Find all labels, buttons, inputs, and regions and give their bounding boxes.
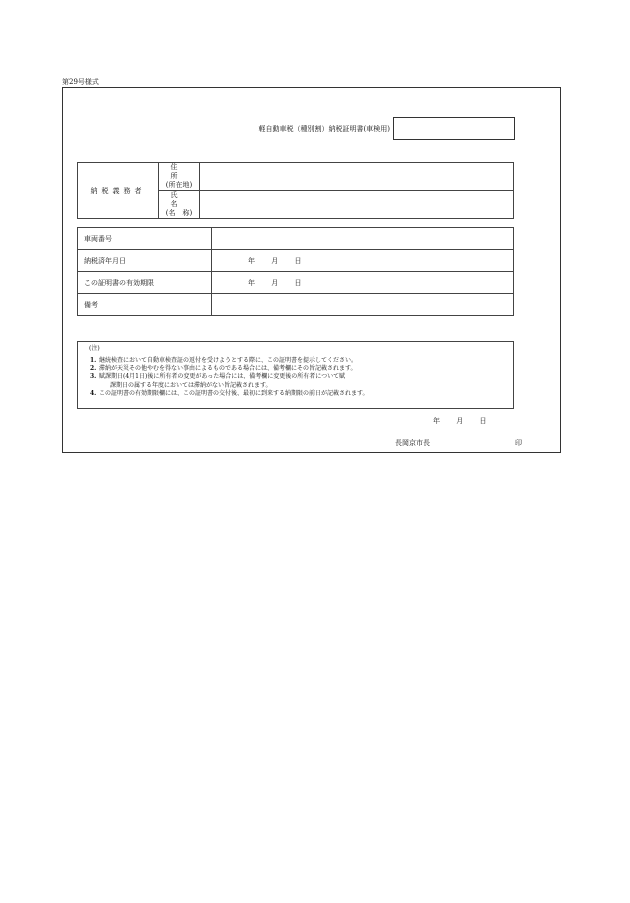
issue-date: 年 月 日 — [433, 417, 487, 425]
note-item-continued: 課期日の属する年度においては滞納がない旨記載されます。 — [110, 381, 272, 389]
paid-date-value: 年 月 日 — [248, 256, 302, 265]
address-label-cell — [159, 163, 205, 191]
address-field[interactable] — [200, 163, 514, 191]
notes-heading: (注) — [89, 345, 100, 352]
name-label: 氏 名 — [170, 191, 205, 208]
title-row — [225, 117, 515, 141]
address-label: 住 所 — [170, 163, 205, 180]
seal-mark: 印 — [515, 439, 522, 447]
paid-date-field[interactable] — [212, 250, 514, 272]
title-entry-box[interactable] — [393, 117, 515, 140]
mayor-signature: 長岡京市長 — [395, 439, 430, 447]
notes-box — [77, 341, 514, 409]
note-item: 4. この証明書の有効期限欄には、この証明書の交付後、最初に到来する納期限の前日が記載されます。 — [90, 389, 369, 397]
form-number: 第29号様式 — [62, 78, 99, 86]
name-label-cell — [159, 191, 205, 219]
remarks-field[interactable] — [212, 294, 514, 316]
taxpayer-table — [77, 162, 514, 219]
remarks-label: 備考 — [78, 294, 212, 316]
note-item: 3. 賦課期日(4月1日)後に所有者の変更があった場合には、備考欄に変更後の所有者について賦 — [90, 373, 346, 381]
document-title: 軽自動車税（種別割）納税証明書(車検用) — [258, 125, 390, 133]
expiry-label: この証明書の有効期限 — [78, 272, 212, 294]
note-item: 1. 継続検査において自動車検査証の返付を受けようとする際に、この証明書を提示してください。 — [90, 357, 358, 364]
note-item: 2. 滞納が天災その他やむを得ない事由によるものである場合には、備考欄にその旨記載されます。 — [90, 365, 357, 373]
expiry-value: 年 月 日 — [248, 278, 302, 287]
name-field[interactable] — [200, 191, 514, 219]
paid-date-label: 納税済年月日 — [78, 250, 212, 272]
expiry-field[interactable] — [212, 272, 514, 294]
vehicle-table — [77, 227, 514, 316]
name-sub-label: (名 称) — [165, 209, 193, 217]
notes-list — [90, 357, 510, 398]
vehicle-number-field[interactable] — [212, 228, 514, 250]
taxpayer-label: 納税義務者 — [78, 163, 159, 219]
address-sub-label: (所在地) — [165, 181, 193, 189]
vehicle-number-label: 車両番号 — [78, 228, 212, 250]
